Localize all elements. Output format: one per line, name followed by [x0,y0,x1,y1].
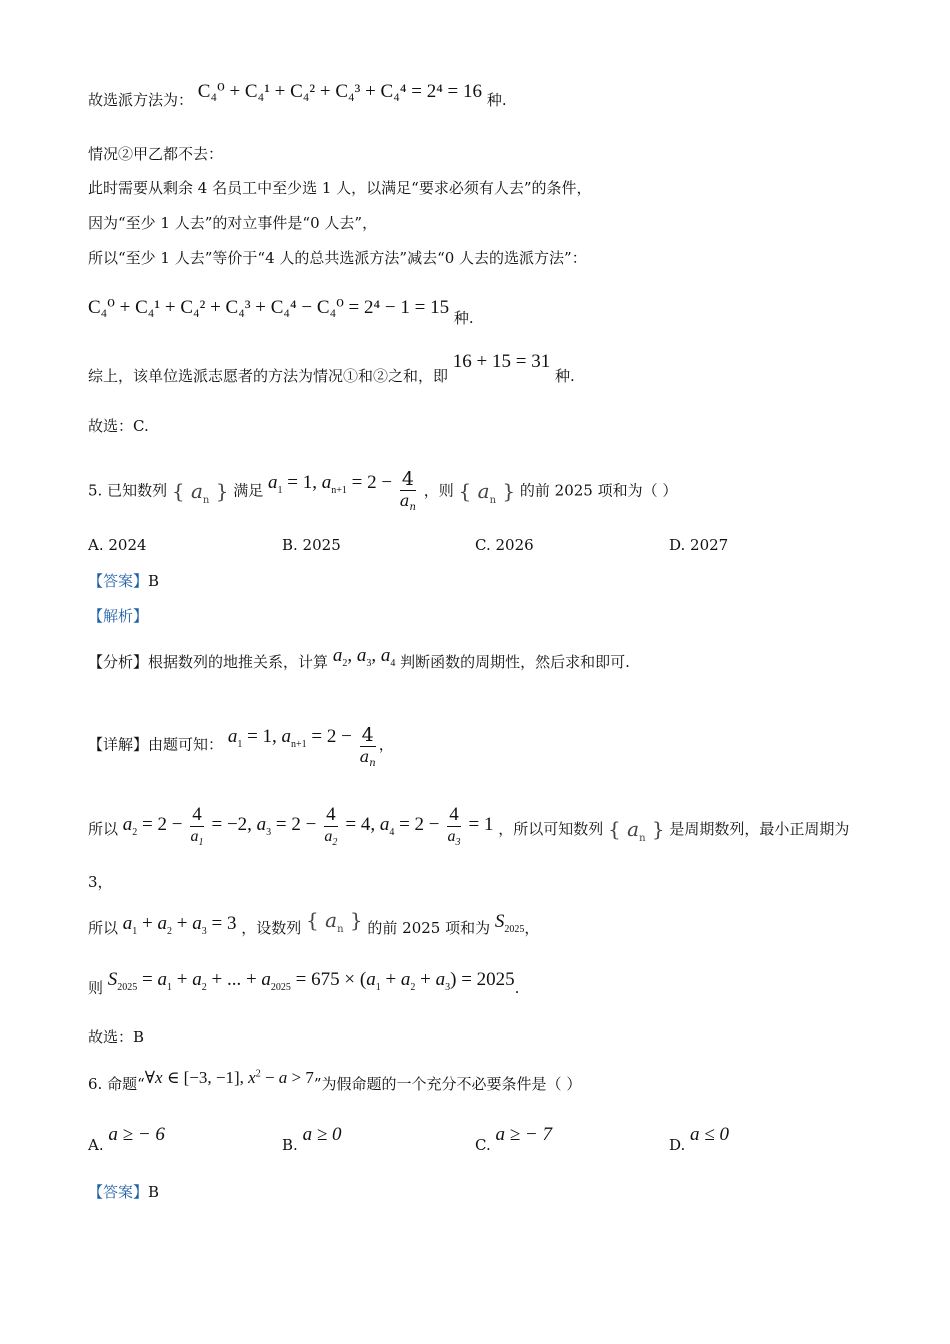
seq-an-math: { $a_n$ } [306,908,363,935]
so2-end: ， [524,919,540,937]
detail-tag: 【详解】 [88,735,149,754]
situation1-prefix: 故选派方法为： [88,91,194,109]
q5-option-c: C. 2026 [475,536,534,554]
s2025-computation-math: $S_{2025} = a_1 + a_2$ + ... + $a_{2025} = 675 \times (a_1 + a_2 + a_3) = 2025$ [107,969,515,993]
situation2-heading: 情况②甲乙都不去： [88,145,224,163]
analysis-tag: 【解析】 [88,607,149,625]
fenxi-p1: 根据数列的地推关系，计算 [148,653,329,671]
situation1-suffix: 种. [486,91,507,109]
q5-so2-line [88,908,540,938]
q5-answer-line [88,571,159,591]
q5-option-a: A. 2024 [88,536,147,554]
q6-option-a [88,1124,165,1154]
q6-option-a-expr: a ≥ − 6 [108,1124,165,1145]
q5-fenxi-line [88,645,630,672]
terms-a2-a3-a4-math: $a_2$, $a_3$, $a_4$ [332,645,396,669]
q6-stem-p1: 6. 命题“ [88,1075,145,1093]
answer-tag: 【答案】 [88,572,149,590]
situation2-suffix: 种. [453,309,474,327]
situation2-formula-line [88,297,474,327]
q6-answer-line [88,1182,159,1202]
q6-option-d-label: D. [669,1136,686,1154]
q5-so1-line [88,804,850,851]
situation2-line1: 此时需要从剩余 4 名员工中至少选 1 人，以满足“要求必须有人去”的条件， [88,179,592,197]
q5-answer: B [148,572,160,590]
recurrence-math: $a_1 = 1$, $a_{n+1} = 2$ − [227,725,352,750]
q6-stem [88,1068,582,1094]
q6-option-c [475,1124,552,1154]
q5-stem-p1: 5. 已知数列 [88,481,168,500]
proposition-math: ∀x ∈ [−3, −1], $x^2 - a > 7$ [144,1068,314,1087]
summary-text: 综上，该单位选派志愿者的方法为情况①和②之和，即 [88,367,449,385]
so2: 所以 [88,919,119,937]
q5-stem [88,470,677,513]
sum-three-terms-math: $a_1 + a_2 + a_3 = 3$ [122,913,237,937]
q6-option-b [282,1124,342,1154]
summary-line [88,351,575,386]
q6-option-c-label: C. [475,1136,491,1154]
seq-an-math: { $a_n$ } [608,816,665,844]
fraction-4-over-an: $\frac{4}{a_n}$ [399,468,416,514]
q6-option-a-label: A. [88,1136,104,1154]
situation1-line [88,81,507,110]
summary-suffix: 种. [555,367,575,385]
q5-stem-p4: 的前 2025 项和为（ ） [519,481,678,500]
answer-tag: 【答案】 [88,1183,149,1201]
q6-option-b-label: B. [282,1136,298,1154]
q6-answer: B [148,1183,160,1201]
q6-stem-p2: ”为假命题的一个充分不必要条件是（ ） [313,1075,582,1093]
term-computation-math: $a_2 = 2$ − $\frac{4}{a_1}$ = −2, $a_3 = 2$ − $\frac{4}{a_2}$ = 4, $a_4 = 2$ − $\frac{4}{a_3}$ = 1 [122,804,499,849]
situation2-line3: 所以“至少 1 人去”等价于“4 人的总共选派方法”减去“0 人去的选派方法”： [88,249,587,267]
q5-option-b: B. 2025 [282,536,341,554]
answer4: 故选：C. [88,417,149,435]
q6-option-b-expr: a ≥ 0 [302,1124,342,1145]
fraction-4-over-an: $\frac{4}{a_n}$ [359,724,376,770]
situation1-formula: C₄⁰ + C₄¹ + C₄² + C₄³ + C₄⁴ = 2⁴ = 16 [197,81,483,102]
q5-final: 故选：B [88,1028,145,1046]
detail-text: 由题可知： [148,735,224,754]
seq-an-math: { $a_n$ } [171,478,229,506]
fenxi-p2: 判断函数的周期性，然后求和即可. [400,653,630,671]
q6-option-c-expr: a ≥ − 7 [495,1124,552,1145]
s2025-math: $S_{2025}$ [494,911,525,935]
period-value: 3， [88,873,113,891]
so1-tail2: 是周期数列，最小正周期为 [669,819,850,838]
recurrence-math: $a_1 = 1$, $a_{n+1} = 2$ − [268,471,393,496]
q6-option-d [669,1124,729,1154]
q6-option-d-expr: a ≤ 0 [690,1124,729,1145]
fenxi-tag: 【分析】 [88,653,149,671]
seq-an-math: { $a_n$ } [458,478,516,506]
summary-formula: 16 + 15 = 31 [452,351,551,372]
situation2-formula: C₄⁰ + C₄¹ + C₄² + C₄³ + C₄⁴ − C₄⁰ = 2⁴ − 1 = 15 [88,297,450,318]
so1-tail: ，所以可知数列 [498,819,604,838]
q5-detail-line: 【详解】由题可知： $a_1 = 1$, $a_{n+1} = 2$ − $\frac{4}{a_n}$ ， [88,724,394,770]
q5-stem-p3: ，则 [423,481,454,500]
q5-then-line: 则 $S_{2025} = a_1 + a_2$ + ... + $a_{2025} = 675 \times (a_1 + a_2 + a_3) = 2025$. [88,969,520,997]
so2-mid: ，设数列 [241,919,302,937]
so1: 所以 [88,819,119,838]
situation2-line2: 因为“至少 1 人去”的对立事件是“0 人去”， [88,214,378,232]
q5-option-d: D. 2027 [669,536,729,554]
then: 则 [88,979,104,997]
so2-tail: 的前 2025 项和为 [367,919,491,937]
q5-stem-p2: 满足 [233,481,264,500]
